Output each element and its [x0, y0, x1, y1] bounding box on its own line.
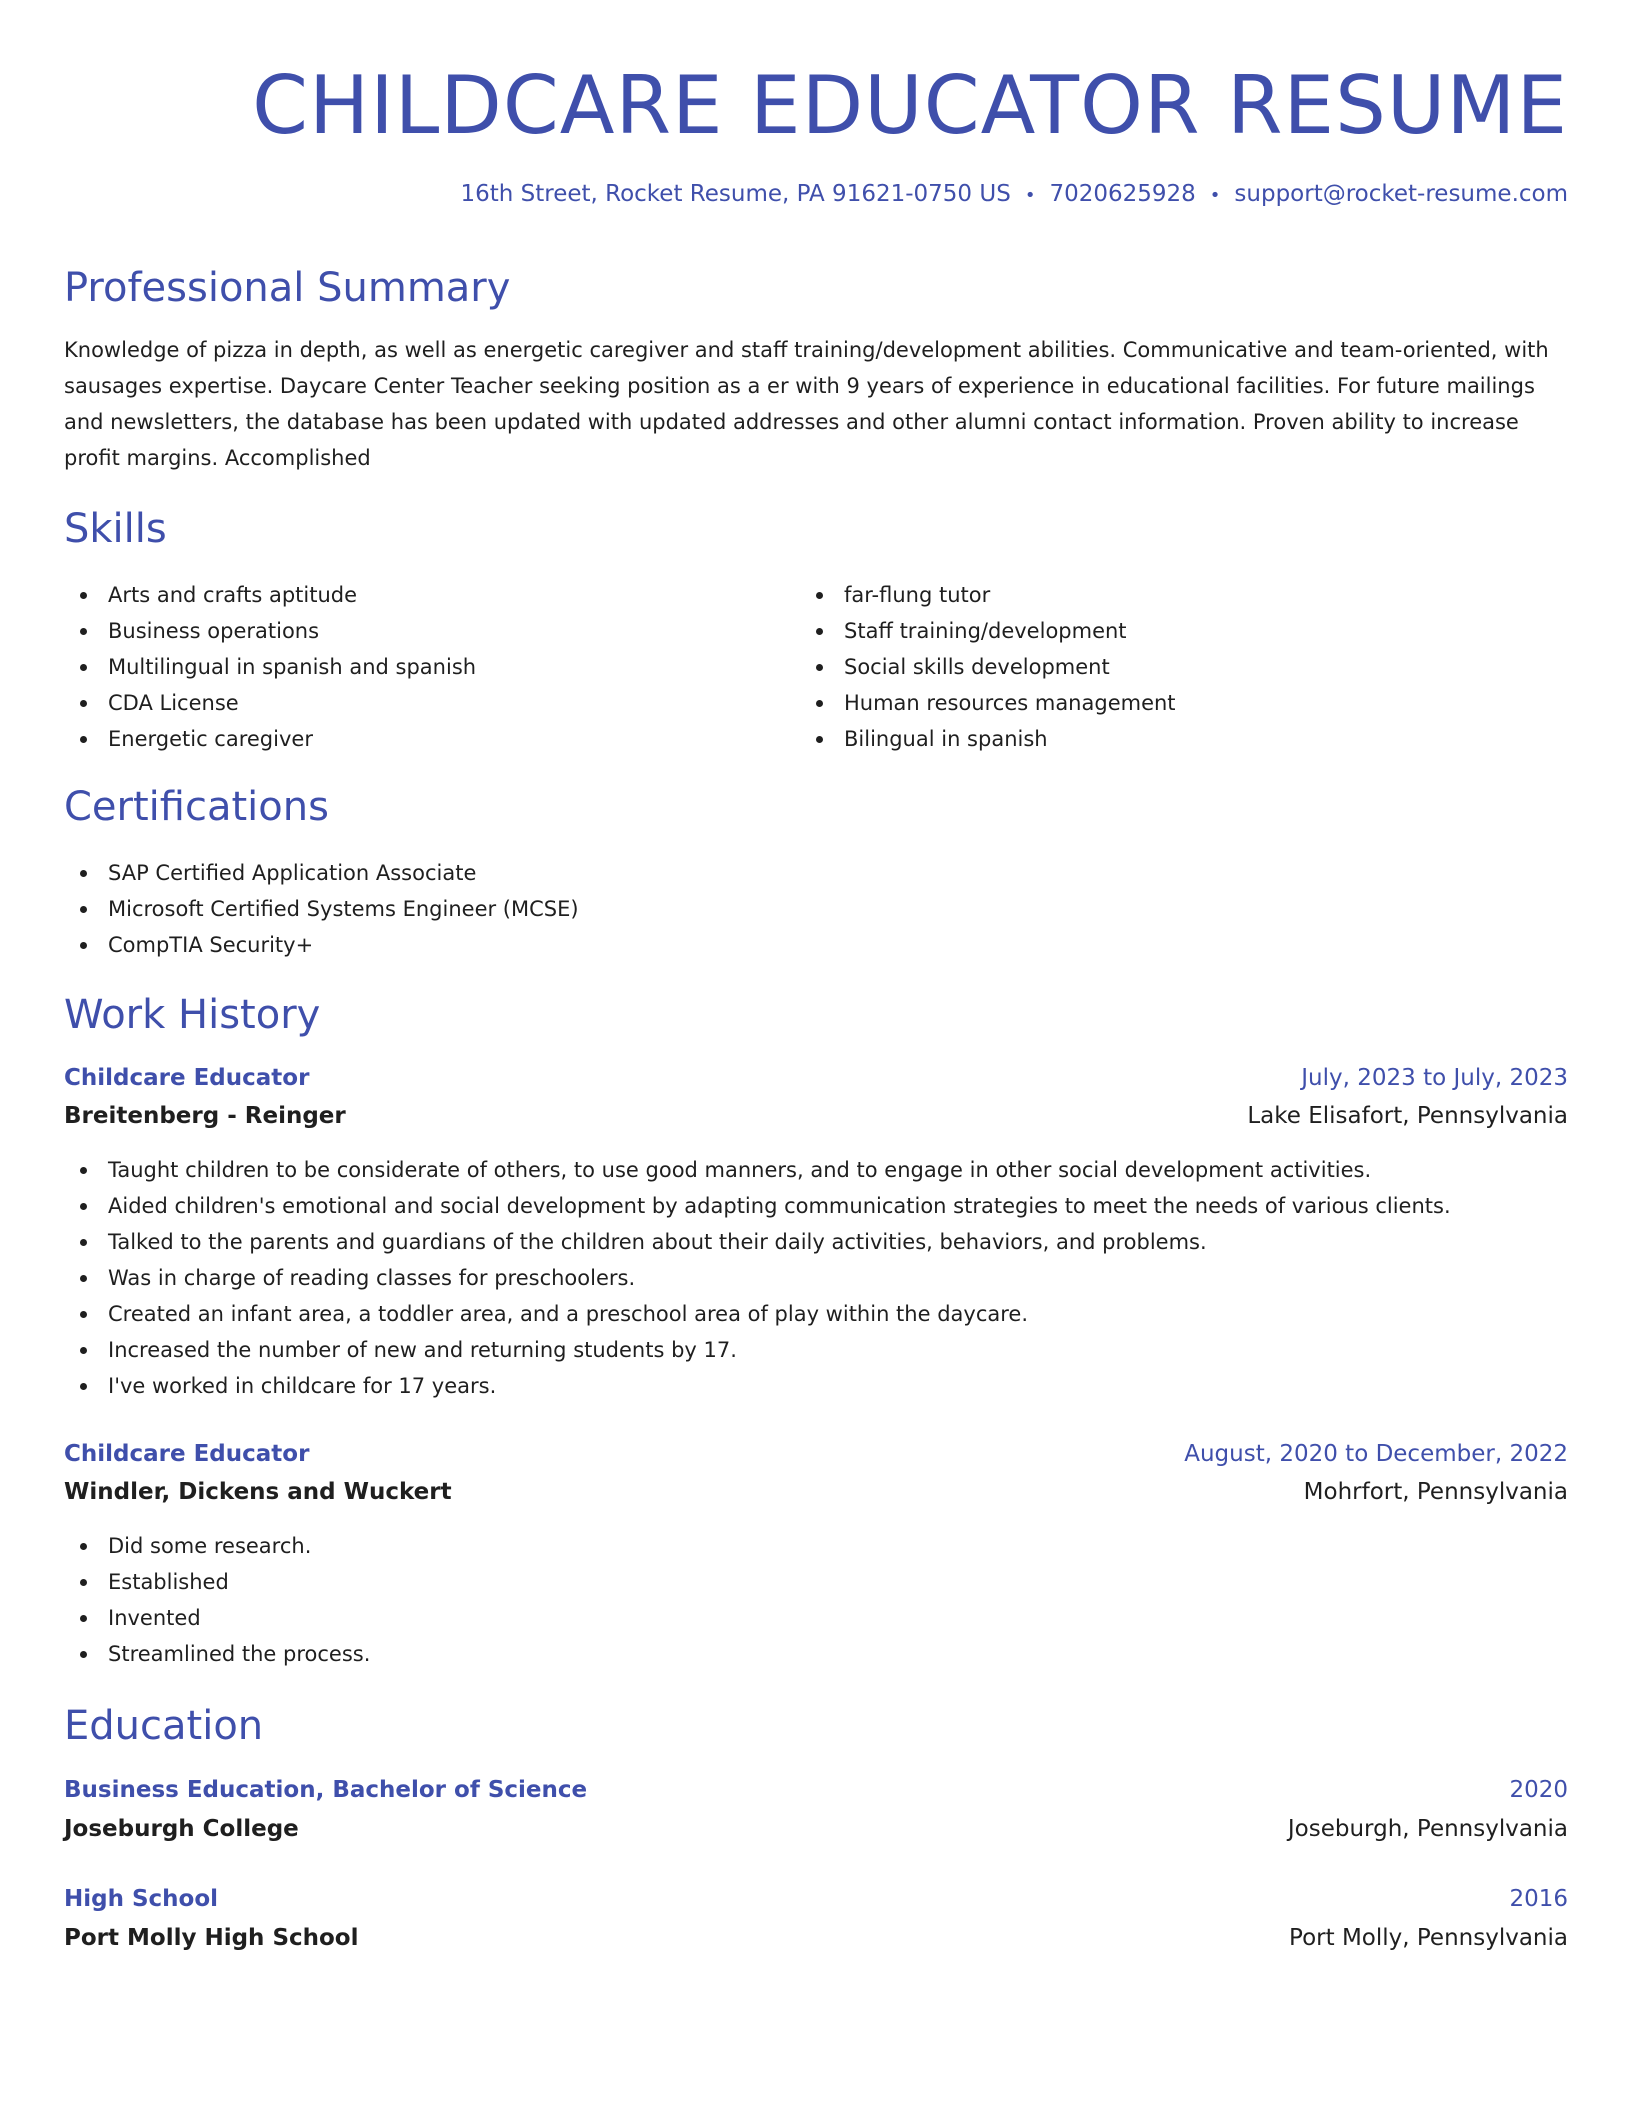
- job-header: [64, 1060, 1568, 1096]
- job-header: [64, 1436, 1568, 1472]
- skill-item: Energetic caregiver: [64, 721, 476, 757]
- skill-item: CDA License: [64, 685, 476, 721]
- education-school: Port Molly High School: [64, 1925, 359, 1951]
- education-school: Joseburgh College: [64, 1816, 299, 1842]
- certification-item: SAP Certified Application Associate: [64, 855, 579, 891]
- education-subheader: [64, 1920, 1568, 1956]
- contact-separator: •: [1024, 185, 1036, 206]
- certifications-list: [64, 855, 579, 963]
- contact-separator: •: [1209, 185, 1221, 206]
- summary-text: Knowledge of pizza in depth, as well as energetic caregiver and staff training/development abilities. Communicative and team-oriented, with sausages expertise. Daycare Center Teacher seeking position as a er with 9 years of experience in educational facilities. For future mailings and newsletters, the database has been updated with updated addresses and other alumni contact information. Proven ability to increase profit margins. Accomplished: [64, 338, 1549, 470]
- certification-item: Microsoft Certified Systems Engineer (MCSE): [64, 891, 579, 927]
- skill-item: Business operations: [64, 613, 476, 649]
- job-location: Mohrfort, Pennsylvania: [1303, 1479, 1568, 1505]
- education-heading: Education: [64, 1703, 264, 1749]
- job-bullet: Talked to the parents and guardians of the children about their daily activities, behaviors, and problems.: [64, 1224, 1451, 1260]
- job-bullets: [64, 1152, 1451, 1404]
- certification-item: CompTIA Security+: [64, 927, 579, 963]
- contact-address: 16th Street, Rocket Resume, PA 91621-0750 US: [460, 181, 1011, 207]
- education-year: 2016: [1509, 1886, 1568, 1912]
- education-degree: High School: [64, 1886, 219, 1912]
- skills-heading: Skills: [64, 506, 167, 552]
- skill-item: Bilingual in spanish: [800, 721, 1176, 757]
- job-bullet: Was in charge of reading classes for preschoolers.: [64, 1260, 1451, 1296]
- job-bullet: Streamlined the process.: [64, 1636, 370, 1672]
- job-dates: July, 2023 to July, 2023: [1301, 1065, 1568, 1091]
- job-bullet: Taught children to be considerate of others, to use good manners, and to engage in other social development activities.: [64, 1152, 1451, 1188]
- skill-item: far-flung tutor: [800, 577, 1176, 613]
- contact-email[interactable]: support@rocket-resume.com: [1234, 181, 1568, 207]
- resume-title: CHILDCARE EDUCATOR RESUME: [252, 59, 1568, 152]
- job-location: Lake Elisafort, Pennsylvania: [1247, 1103, 1568, 1129]
- job-dates: August, 2020 to December, 2022: [1184, 1441, 1568, 1467]
- skill-item: Arts and crafts aptitude: [64, 577, 476, 613]
- job-bullet: I've worked in childcare for 17 years.: [64, 1368, 1451, 1404]
- skill-item: Social skills development: [800, 649, 1176, 685]
- contact-line: [460, 178, 1568, 212]
- job-bullet: Increased the number of new and returning students by 17.: [64, 1332, 1451, 1368]
- job-bullet: Invented: [64, 1600, 370, 1636]
- job-subheader: [64, 1098, 1568, 1134]
- job-company: Breitenberg - Reinger: [64, 1103, 346, 1129]
- certifications-heading: Certifications: [64, 784, 329, 830]
- education-subheader: [64, 1811, 1568, 1847]
- education-year: 2020: [1509, 1777, 1568, 1803]
- job-bullet: Aided children's emotional and social development by adapting communication strategies to meet the needs of various clients.: [64, 1188, 1451, 1224]
- skill-item: Staff training/development: [800, 613, 1176, 649]
- education-header: [64, 1881, 1568, 1917]
- education-degree: Business Education, Bachelor of Science: [64, 1777, 588, 1803]
- job-bullet: Did some research.: [64, 1528, 370, 1564]
- job-role: Childcare Educator: [64, 1441, 310, 1467]
- skill-item: Multilingual in spanish and spanish: [64, 649, 476, 685]
- summary-heading: Professional Summary: [64, 265, 511, 311]
- education-location: Port Molly, Pennsylvania: [1289, 1925, 1568, 1951]
- skills-list-left: [64, 577, 476, 757]
- job-bullet: Established: [64, 1564, 370, 1600]
- job-bullet: Created an infant area, a toddler area, and a preschool area of play within the daycare.: [64, 1296, 1451, 1332]
- job-role: Childcare Educator: [64, 1065, 310, 1091]
- contact-phone[interactable]: 7020625928: [1049, 181, 1196, 207]
- education-header: [64, 1772, 1568, 1808]
- education-location: Joseburgh, Pennsylvania: [1287, 1816, 1568, 1842]
- work-history-heading: Work History: [64, 992, 321, 1038]
- job-subheader: [64, 1474, 1568, 1510]
- job-company: Windler, Dickens and Wuckert: [64, 1479, 452, 1505]
- skill-item: Human resources management: [800, 685, 1176, 721]
- job-bullets: [64, 1528, 370, 1672]
- skills-list-right: [800, 577, 1176, 757]
